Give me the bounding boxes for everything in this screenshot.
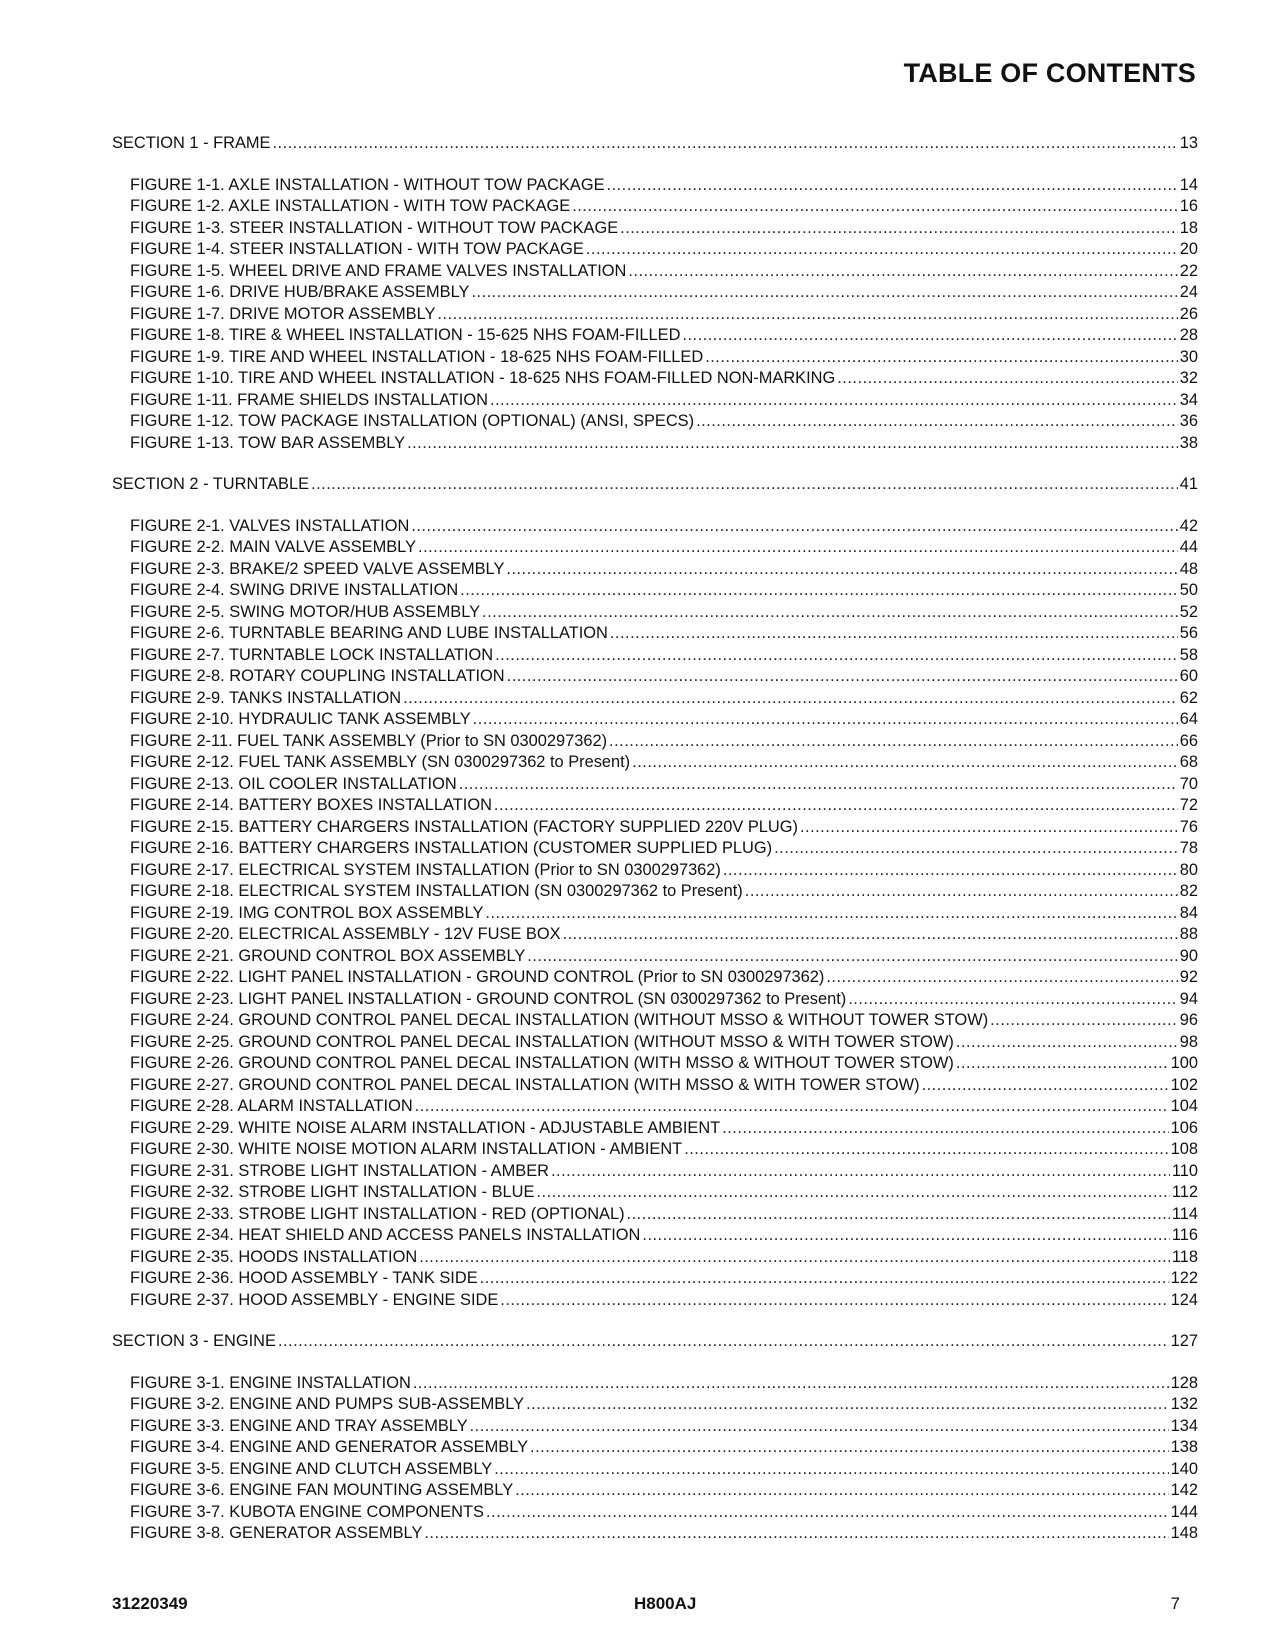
dot-leader: [530, 1437, 1169, 1459]
page-footer: [112, 1594, 1180, 1616]
dot-leader: [837, 368, 1178, 390]
figure-entry[interactable]: [130, 537, 1198, 559]
figure-entry[interactable]: [130, 1075, 1198, 1097]
figure-entry-page-number: 102: [1170, 1075, 1198, 1094]
figure-entry-label: FIGURE 2-11. FUEL TANK ASSEMBLY (Prior to SN 0300297362): [130, 731, 608, 750]
figure-entry-page-number: 128: [1170, 1373, 1198, 1392]
figure-entry[interactable]: [130, 304, 1198, 326]
dot-leader: [586, 239, 1178, 261]
figure-entry-label: FIGURE 1-13. TOW BAR ASSEMBLY: [130, 433, 406, 452]
dot-leader: [490, 390, 1178, 412]
figure-entry[interactable]: [130, 1053, 1198, 1075]
figure-entry[interactable]: [130, 516, 1198, 538]
figure-entry[interactable]: [130, 347, 1198, 369]
dot-leader: [459, 774, 1178, 796]
section-entry-page-number: 41: [1179, 475, 1198, 493]
figure-entry[interactable]: [130, 602, 1198, 624]
dot-leader: [526, 1394, 1169, 1416]
figure-entry[interactable]: [130, 1032, 1198, 1054]
dot-leader: [800, 817, 1178, 839]
dot-leader: [460, 580, 1178, 602]
figure-entry[interactable]: [130, 1480, 1198, 1502]
figure-entry[interactable]: [130, 1394, 1198, 1416]
figure-entry-page-number: 52: [1179, 602, 1198, 621]
figure-entry[interactable]: [130, 881, 1198, 903]
figure-entry[interactable]: [130, 1247, 1198, 1269]
figure-entry-label: FIGURE 2-5. SWING MOTOR/HUB ASSEMBLY: [130, 602, 481, 621]
dot-leader: [642, 1225, 1169, 1247]
dot-leader: [563, 924, 1178, 946]
figure-entry-page-number: 36: [1179, 412, 1198, 430]
figure-entry-page-number: 14: [1179, 175, 1198, 194]
dot-leader: [507, 666, 1178, 688]
dot-leader: [411, 516, 1177, 538]
figure-entry-page-number: 88: [1179, 925, 1198, 943]
dot-leader: [418, 537, 1178, 559]
figure-entry-page-number: 92: [1179, 968, 1198, 986]
figure-entry-label: FIGURE 2-2. MAIN VALVE ASSEMBLY: [130, 538, 417, 556]
figure-entry-label: FIGURE 3-5. ENGINE AND CLUTCH ASSEMBLY: [130, 1459, 493, 1478]
figure-entry[interactable]: [130, 390, 1198, 412]
figure-entry[interactable]: [130, 795, 1198, 817]
figure-entry-label: FIGURE 1-7. DRIVE MOTOR ASSEMBLY: [130, 304, 436, 323]
figure-entry[interactable]: [130, 175, 1198, 197]
figure-entry-label: FIGURE 1-12. TOW PACKAGE INSTALLATION (OPTIONAL) (ANSI, SPECS): [130, 412, 695, 430]
figure-entry-label: FIGURE 1-5. WHEEL DRIVE AND FRAME VALVES INSTALLATION: [130, 261, 627, 280]
section-entry[interactable]: [112, 1331, 1198, 1353]
footer-model: H800AJ: [634, 1594, 697, 1613]
figure-entry-label: FIGURE 3-1. ENGINE INSTALLATION: [130, 1373, 411, 1392]
dot-leader: [482, 602, 1178, 624]
figure-entry[interactable]: [130, 1523, 1198, 1545]
figure-entry[interactable]: [130, 1096, 1198, 1118]
table-of-contents: [112, 133, 1198, 1565]
figure-entry[interactable]: [130, 989, 1198, 1011]
figure-entry[interactable]: [130, 1182, 1198, 1204]
toc-section: [112, 1331, 1198, 1545]
figure-entry-page-number: 56: [1179, 624, 1198, 642]
figure-entry-page-number: 64: [1179, 710, 1198, 728]
figure-entry-label: FIGURE 2-33. STROBE LIGHT INSTALLATION - RED (OPTIONAL): [130, 1204, 625, 1223]
dot-leader: [471, 282, 1177, 304]
figure-entry-page-number: 60: [1179, 667, 1198, 685]
figure-entry-page-number: 38: [1179, 433, 1198, 452]
figure-entry-label: FIGURE 2-19. IMG CONTROL BOX ASSEMBLY: [130, 903, 484, 922]
figure-entry-label: FIGURE 2-21. GROUND CONTROL BOX ASSEMBLY: [130, 946, 526, 965]
dot-leader: [682, 325, 1177, 347]
dot-leader: [610, 623, 1178, 645]
dot-leader: [413, 1373, 1169, 1395]
figure-entry[interactable]: [130, 559, 1198, 581]
figure-entry-page-number: 124: [1170, 1290, 1198, 1309]
figure-entry-label: FIGURE 2-16. BATTERY CHARGERS INSTALLATION (CUSTOMER SUPPLIED PLUG): [130, 839, 773, 857]
figure-entry-label: FIGURE 1-2. AXLE INSTALLATION - WITH TOW PACKAGE: [130, 197, 571, 215]
figure-entry-page-number: 116: [1171, 1226, 1198, 1244]
dot-leader: [956, 1032, 1178, 1054]
figure-entry-page-number: 134: [1170, 1416, 1198, 1435]
dot-leader: [473, 709, 1178, 731]
figure-entry-label: FIGURE 1-3. STEER INSTALLATION - WITHOUT TOW PACKAGE: [130, 218, 619, 237]
figure-entry[interactable]: [130, 731, 1198, 753]
figure-entry-label: FIGURE 2-29. WHITE NOISE ALARM INSTALLATION - ADJUSTABLE AMBIENT: [130, 1118, 721, 1137]
dot-leader: [551, 1161, 1170, 1183]
figure-entry-label: FIGURE 2-7. TURNTABLE LOCK INSTALLATION: [130, 645, 494, 664]
figure-list: [112, 516, 1198, 1312]
figure-entry-label: FIGURE 2-34. HEAT SHIELD AND ACCESS PANELS INSTALLATION: [130, 1226, 641, 1244]
section-entry[interactable]: [112, 133, 1198, 155]
figure-entry-label: FIGURE 2-37. HOOD ASSEMBLY - ENGINE SIDE: [130, 1290, 499, 1309]
dot-leader: [407, 433, 1178, 455]
figure-entry[interactable]: [130, 1459, 1198, 1481]
dot-leader: [403, 688, 1178, 710]
figure-entry-page-number: 20: [1179, 240, 1198, 258]
dot-leader: [684, 1139, 1168, 1161]
dot-leader: [415, 1096, 1169, 1118]
figure-entry[interactable]: [130, 1502, 1198, 1524]
figure-entry-page-number: 66: [1179, 731, 1198, 750]
figure-entry-label: FIGURE 2-27. GROUND CONTROL PANEL DECAL INSTALLATION (WITH MSSO & WITH TOWER STOW): [130, 1075, 920, 1094]
dot-leader: [278, 1331, 1169, 1353]
dot-leader: [705, 347, 1178, 369]
figure-entry-label: FIGURE 2-14. BATTERY BOXES INSTALLATION: [130, 796, 492, 814]
figure-entry[interactable]: [130, 688, 1198, 710]
dot-leader: [922, 1075, 1169, 1097]
figure-entry-label: FIGURE 2-25. GROUND CONTROL PANEL DECAL INSTALLATION (WITHOUT MSSO & WITH TOWER STOW): [130, 1032, 954, 1051]
figure-entry-page-number: 34: [1179, 390, 1198, 409]
dot-leader: [486, 1502, 1169, 1524]
figure-entry[interactable]: [130, 196, 1198, 218]
dot-leader: [506, 559, 1177, 581]
figure-entry[interactable]: [130, 239, 1198, 261]
figure-entry-page-number: 94: [1179, 989, 1198, 1008]
dot-leader: [485, 903, 1177, 925]
figure-entry-label: FIGURE 2-8. ROTARY COUPLING INSTALLATION: [130, 667, 505, 685]
figure-entry-label: FIGURE 1-1. AXLE INSTALLATION - WITHOUT TOW PACKAGE: [130, 175, 605, 194]
figure-entry-label: FIGURE 2-3. BRAKE/2 SPEED VALVE ASSEMBLY: [130, 559, 505, 578]
figure-entry[interactable]: [130, 645, 1198, 667]
figure-entry-page-number: 132: [1170, 1395, 1198, 1413]
figure-entry-page-number: 112: [1171, 1183, 1198, 1201]
figure-entry[interactable]: [130, 860, 1198, 882]
figure-entry-page-number: 76: [1179, 817, 1198, 836]
dot-leader: [480, 1268, 1169, 1290]
figure-entry-page-number: 110: [1171, 1161, 1198, 1180]
figure-entry[interactable]: [130, 924, 1198, 946]
figure-entry-page-number: 22: [1179, 261, 1198, 280]
figure-entry-page-number: 30: [1179, 347, 1198, 366]
figure-entry[interactable]: [130, 1161, 1198, 1183]
toc-section: [112, 474, 1198, 1311]
figure-entry-label: FIGURE 3-4. ENGINE AND GENERATOR ASSEMBLY: [130, 1438, 529, 1456]
figure-entry-page-number: 148: [1170, 1524, 1198, 1542]
figure-entry[interactable]: [130, 1437, 1198, 1459]
figure-entry[interactable]: [130, 218, 1198, 240]
figure-entry-label: FIGURE 2-13. OIL COOLER INSTALLATION: [130, 774, 457, 793]
figure-entry[interactable]: [130, 752, 1198, 774]
figure-entry-page-number: 98: [1179, 1032, 1198, 1051]
dot-leader: [848, 989, 1178, 1011]
section-entry-label: SECTION 2 - TURNTABLE: [112, 475, 310, 493]
figure-entry[interactable]: [130, 946, 1198, 968]
figure-entry-label: FIGURE 1-11. FRAME SHIELDS INSTALLATION: [130, 390, 488, 409]
figure-entry-label: FIGURE 2-24. GROUND CONTROL PANEL DECAL INSTALLATION (WITHOUT MSSO & WITHOUT TOWER STOW): [130, 1011, 989, 1029]
dot-leader: [745, 881, 1178, 903]
figure-entry-page-number: 122: [1170, 1269, 1198, 1287]
figure-entry-label: FIGURE 3-7. KUBOTA ENGINE COMPONENTS: [130, 1502, 484, 1521]
figure-entry[interactable]: [130, 774, 1198, 796]
figure-entry-page-number: 80: [1179, 860, 1198, 879]
dot-leader: [527, 946, 1177, 968]
figure-entry-label: FIGURE 2-6. TURNTABLE BEARING AND LUBE INSTALLATION: [130, 624, 608, 642]
figure-entry-label: FIGURE 2-4. SWING DRIVE INSTALLATION: [130, 581, 459, 599]
figure-entry[interactable]: [130, 1010, 1198, 1032]
figure-entry-page-number: 84: [1179, 903, 1198, 922]
figure-entry-page-number: 18: [1179, 218, 1198, 237]
dot-leader: [500, 1290, 1168, 1312]
figure-entry-page-number: 138: [1170, 1438, 1198, 1456]
dot-leader: [826, 967, 1177, 989]
figure-entry-page-number: 96: [1179, 1011, 1198, 1029]
figure-entry-page-number: 26: [1179, 304, 1198, 323]
figure-entry-label: FIGURE 2-9. TANKS INSTALLATION: [130, 688, 402, 707]
figure-entry-page-number: 142: [1170, 1481, 1198, 1499]
figure-entry[interactable]: [130, 368, 1198, 390]
dot-leader: [607, 175, 1178, 197]
figure-entry-label: FIGURE 2-31. STROBE LIGHT INSTALLATION - AMBER: [130, 1161, 549, 1180]
figure-entry-page-number: 42: [1179, 516, 1198, 535]
figure-entry[interactable]: [130, 261, 1198, 283]
dot-leader: [628, 261, 1177, 283]
figure-entry[interactable]: [130, 817, 1198, 839]
figure-entry[interactable]: [130, 1225, 1198, 1247]
figure-entry-label: FIGURE 2-12. FUEL TANK ASSEMBLY (SN 0300297362 to Present): [130, 753, 631, 771]
figure-entry-label: FIGURE 3-2. ENGINE AND PUMPS SUB-ASSEMBLY: [130, 1395, 525, 1413]
figure-entry-label: FIGURE 2-36. HOOD ASSEMBLY - TANK SIDE: [130, 1269, 478, 1287]
page-title: TABLE OF CONTENTS: [903, 58, 1196, 88]
dot-leader: [723, 860, 1178, 882]
figure-entry[interactable]: [130, 903, 1198, 925]
figure-entry-page-number: 72: [1179, 796, 1198, 814]
figure-entry-page-number: 62: [1179, 688, 1198, 707]
dot-leader: [627, 1204, 1170, 1226]
figure-entry[interactable]: [130, 666, 1198, 688]
figure-entry-page-number: 108: [1170, 1140, 1198, 1158]
figure-entry-label: FIGURE 1-9. TIRE AND WHEEL INSTALLATION - 18-625 NHS FOAM-FILLED: [130, 347, 704, 366]
figure-entry-page-number: 90: [1179, 946, 1198, 965]
figure-entry-page-number: 28: [1179, 326, 1198, 344]
section-entry[interactable]: [112, 474, 1198, 496]
toc-section: [112, 133, 1198, 454]
dot-leader: [515, 1480, 1169, 1502]
figure-entry-label: FIGURE 1-6. DRIVE HUB/BRAKE ASSEMBLY: [130, 283, 470, 301]
figure-entry-page-number: 100: [1170, 1054, 1198, 1072]
dot-leader: [470, 1416, 1169, 1438]
figure-entry-label: FIGURE 3-3. ENGINE AND TRAY ASSEMBLY: [130, 1416, 468, 1435]
figure-entry-label: FIGURE 3-8. GENERATOR ASSEMBLY: [130, 1524, 423, 1542]
figure-entry[interactable]: [130, 411, 1198, 433]
dot-leader: [272, 133, 1177, 155]
footer-page-number: 7: [1170, 1594, 1180, 1613]
figure-entry-page-number: 144: [1170, 1502, 1198, 1521]
figure-entry-page-number: 106: [1170, 1118, 1198, 1137]
figure-entry-page-number: 140: [1170, 1459, 1198, 1478]
figure-entry[interactable]: [130, 1268, 1198, 1290]
figure-entry-label: FIGURE 2-32. STROBE LIGHT INSTALLATION - BLUE: [130, 1183, 535, 1201]
figure-list: [112, 175, 1198, 455]
figure-entry-page-number: 68: [1179, 753, 1198, 771]
figure-entry[interactable]: [130, 709, 1198, 731]
figure-entry-page-number: 24: [1179, 283, 1198, 301]
figure-entry-label: FIGURE 2-28. ALARM INSTALLATION: [130, 1097, 413, 1115]
figure-entry-label: FIGURE 2-10. HYDRAULIC TANK ASSEMBLY: [130, 710, 471, 728]
dot-leader: [620, 218, 1178, 240]
figure-entry-page-number: 82: [1179, 882, 1198, 900]
figure-entry[interactable]: [130, 1373, 1198, 1395]
figure-entry-page-number: 44: [1179, 538, 1198, 556]
figure-entry[interactable]: [130, 325, 1198, 347]
figure-entry-label: FIGURE 2-30. WHITE NOISE MOTION ALARM INSTALLATION - AMBIENT: [130, 1140, 683, 1158]
figure-entry-label: FIGURE 2-23. LIGHT PANEL INSTALLATION - GROUND CONTROL (SN 0300297362 to Present): [130, 989, 847, 1008]
section-entry-label: SECTION 3 - ENGINE: [112, 1332, 276, 1350]
figure-entry-label: FIGURE 2-26. GROUND CONTROL PANEL DECAL INSTALLATION (WITH MSSO & WITHOUT TOWER STOW): [130, 1054, 954, 1072]
figure-entry-page-number: 16: [1179, 197, 1198, 215]
figure-entry-page-number: 50: [1179, 581, 1198, 599]
figure-entry[interactable]: [130, 1290, 1198, 1312]
figure-entry[interactable]: [130, 1204, 1198, 1226]
figure-entry[interactable]: [130, 433, 1198, 455]
figure-entry[interactable]: [130, 580, 1198, 602]
figure-entry-label: FIGURE 2-17. ELECTRICAL SYSTEM INSTALLATION (Prior to SN 0300297362): [130, 860, 721, 879]
dot-leader: [437, 304, 1177, 326]
dot-leader: [494, 795, 1178, 817]
dot-leader: [419, 1247, 1170, 1269]
figure-entry[interactable]: [130, 967, 1198, 989]
footer-doc-number: 31220349: [112, 1594, 188, 1613]
figure-entry-page-number: 70: [1179, 774, 1198, 793]
figure-entry-page-number: 118: [1171, 1247, 1198, 1266]
figure-entry-label: FIGURE 2-1. VALVES INSTALLATION: [130, 516, 410, 535]
dot-leader: [609, 731, 1178, 753]
section-entry-page-number: 127: [1170, 1332, 1198, 1350]
dot-leader: [495, 645, 1178, 667]
dot-leader: [990, 1010, 1178, 1032]
figure-entry-page-number: 104: [1170, 1097, 1198, 1115]
figure-entry-label: FIGURE 3-6. ENGINE FAN MOUNTING ASSEMBLY: [130, 1481, 514, 1499]
figure-entry[interactable]: [130, 838, 1198, 860]
dot-leader: [774, 838, 1178, 860]
figure-entry[interactable]: [130, 1416, 1198, 1438]
figure-entry-page-number: 32: [1179, 369, 1198, 387]
figure-entry[interactable]: [130, 282, 1198, 304]
figure-entry-label: FIGURE 1-10. TIRE AND WHEEL INSTALLATION - 18-625 NHS FOAM-FILLED NON-MARKING: [130, 369, 836, 387]
dot-leader: [632, 752, 1178, 774]
figure-entry-label: FIGURE 2-20. ELECTRICAL ASSEMBLY - 12V FUSE BOX: [130, 925, 561, 943]
dot-leader: [722, 1118, 1168, 1140]
section-entry-label: SECTION 1 - FRAME: [112, 134, 271, 152]
dot-leader: [696, 411, 1178, 433]
figure-entry-label: FIGURE 2-22. LIGHT PANEL INSTALLATION - GROUND CONTROL (Prior to SN 0300297362): [130, 968, 825, 986]
figure-entry-page-number: 78: [1179, 839, 1198, 857]
figure-entry-page-number: 58: [1179, 645, 1198, 664]
figure-entry-label: FIGURE 1-4. STEER INSTALLATION - WITH TOW PACKAGE: [130, 240, 584, 258]
figure-entry-label: FIGURE 2-15. BATTERY CHARGERS INSTALLATION (FACTORY SUPPLIED 220V PLUG): [130, 817, 798, 836]
dot-leader: [956, 1053, 1169, 1075]
figure-entry-label: FIGURE 1-8. TIRE & WHEEL INSTALLATION - 15-625 NHS FOAM-FILLED: [130, 326, 681, 344]
dot-leader: [424, 1523, 1168, 1545]
figure-entry-page-number: 48: [1179, 559, 1198, 578]
figure-entry-page-number: 114: [1171, 1204, 1198, 1223]
dot-leader: [311, 474, 1178, 496]
figure-entry[interactable]: [130, 1118, 1198, 1140]
figure-entry[interactable]: [130, 1139, 1198, 1161]
section-entry-page-number: 13: [1179, 134, 1198, 152]
dot-leader: [494, 1459, 1168, 1481]
figure-list: [112, 1373, 1198, 1545]
figure-entry[interactable]: [130, 623, 1198, 645]
dot-leader: [572, 196, 1178, 218]
dot-leader: [536, 1182, 1169, 1204]
figure-entry-label: FIGURE 2-18. ELECTRICAL SYSTEM INSTALLATION (SN 0300297362 to Present): [130, 882, 743, 900]
figure-entry-label: FIGURE 2-35. HOODS INSTALLATION: [130, 1247, 418, 1266]
